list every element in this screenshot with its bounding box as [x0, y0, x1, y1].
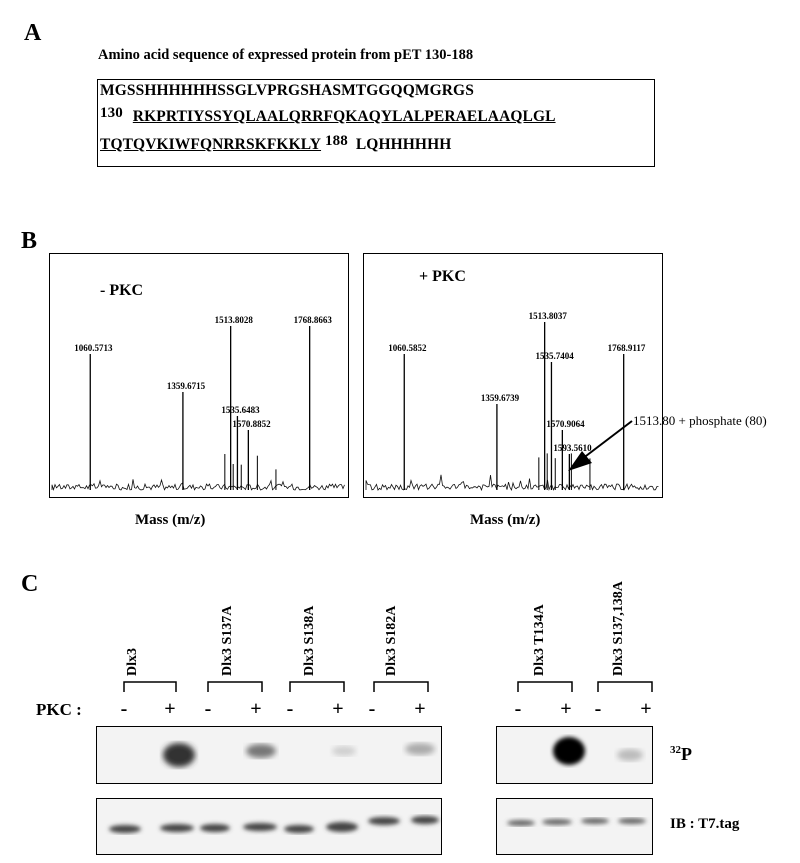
residue-end-number: 188 [325, 133, 348, 149]
peak-label-left-2: 1513.8028 [214, 315, 253, 325]
spectrum-noise-left [52, 479, 345, 490]
pkc-minus-mark-2: - [204, 698, 212, 720]
underlined-sequence-1: RKPRTIYSSYQLAALQRRFQKAQYLALPERAELAAQLGL [132, 108, 556, 125]
ib-bands-left [97, 799, 441, 854]
pkc-plus-mark-11: + [640, 698, 652, 720]
peak-label-left-5: 1768.8663 [293, 315, 332, 325]
lane-label-s137a: Dlx3 S137A [220, 605, 235, 676]
panel-c-letter: C [21, 571, 39, 597]
lane-label-s138a: Dlx3 S138A [302, 605, 317, 676]
lane-brackets [0, 678, 800, 698]
underlined-sequence-2: TQTQVKIWFQNRRSKFKKLY [100, 136, 322, 153]
peak-label-left-4: 1570.8852 [232, 419, 271, 429]
his-tag-sequence: LQHHHHHH [355, 136, 452, 153]
pkc-plus-mark-9: + [560, 698, 572, 720]
peak-label-right-6: 1768.9117 [607, 343, 646, 353]
panel-a-letter: A [24, 20, 42, 46]
sequence-line-2 [100, 105, 556, 126]
peak-label-right-5: 1593.5610 [553, 443, 592, 453]
spectrum-plot-left [50, 254, 347, 496]
p32-blot-right [496, 726, 653, 784]
spectrum-noise-right [366, 475, 659, 490]
lane-label-dlx3: Dlx3 [125, 648, 140, 676]
peak-label-right-4: 1570.9064 [546, 419, 585, 429]
p32-label [670, 744, 692, 765]
pkc-minus-mark-8: - [514, 698, 522, 720]
peak-label-right-1: 1359.6739 [480, 393, 520, 403]
pkc-minus-mark-6: - [368, 698, 376, 720]
p32-bands-right [497, 727, 652, 783]
pkc-plus-mark-1: + [164, 698, 176, 720]
peak-label-right-0: 1060.5852 [388, 343, 427, 353]
pkc-minus-mark-10: - [594, 698, 602, 720]
phosphate-annotation: 1513.80 + phosphate (80) [633, 413, 767, 428]
minus-pkc-label: - PKC [100, 282, 144, 299]
pkc-row-label: PKC : [36, 700, 82, 719]
peak-label-left-1: 1359.6715 [166, 381, 206, 391]
mass-axis-label-left: Mass (m/z) [135, 512, 206, 528]
lane-label-s182a: Dlx3 S182A [384, 605, 399, 676]
pkc-minus-mark-0: - [120, 698, 128, 720]
pkc-plus-mark-5: + [332, 698, 344, 720]
plus-pkc-label: + PKC [419, 268, 466, 285]
p32-blot-left [96, 726, 442, 784]
p32-bands-left [97, 727, 441, 783]
peak-label-right-2: 1513.8037 [528, 311, 567, 321]
phosphate-arrow-icon [560, 405, 640, 475]
pkc-plus-mark-3: + [250, 698, 262, 720]
sequence-title: Amino acid sequence of expressed protein from pET 130-188 [98, 47, 474, 63]
panel-b-letter: B [21, 228, 38, 254]
ib-t7-label: IB : T7.tag [670, 816, 740, 832]
pkc-plus-mark-7: + [414, 698, 426, 720]
p32-superscript: 32 [670, 744, 681, 756]
p32-letter: P [681, 744, 692, 764]
lane-label-t134a: Dlx3 T134A [532, 604, 547, 676]
lane-label-s137-138a: Dlx3 S137,138A [611, 581, 626, 676]
pkc-minus-mark-4: - [286, 698, 294, 720]
mass-axis-label-right: Mass (m/z) [470, 512, 541, 528]
ib-bands-right [497, 799, 652, 854]
ib-blot-left [96, 798, 442, 855]
peak-label-left-0: 1060.5713 [74, 343, 113, 353]
ib-blot-right [496, 798, 653, 855]
peak-label-right-3: 1535.7404 [535, 351, 574, 361]
sequence-box [97, 79, 655, 167]
spectrum-minus-pkc [49, 253, 349, 498]
sequence-line-3 [100, 133, 452, 154]
residue-start-number: 130 [100, 105, 123, 121]
peak-label-left-3: 1535.6483 [221, 405, 260, 415]
sequence-line-1: MGSSHHHHHHSSGLVPRGSHASMTGGQQMGRGS [100, 82, 474, 99]
